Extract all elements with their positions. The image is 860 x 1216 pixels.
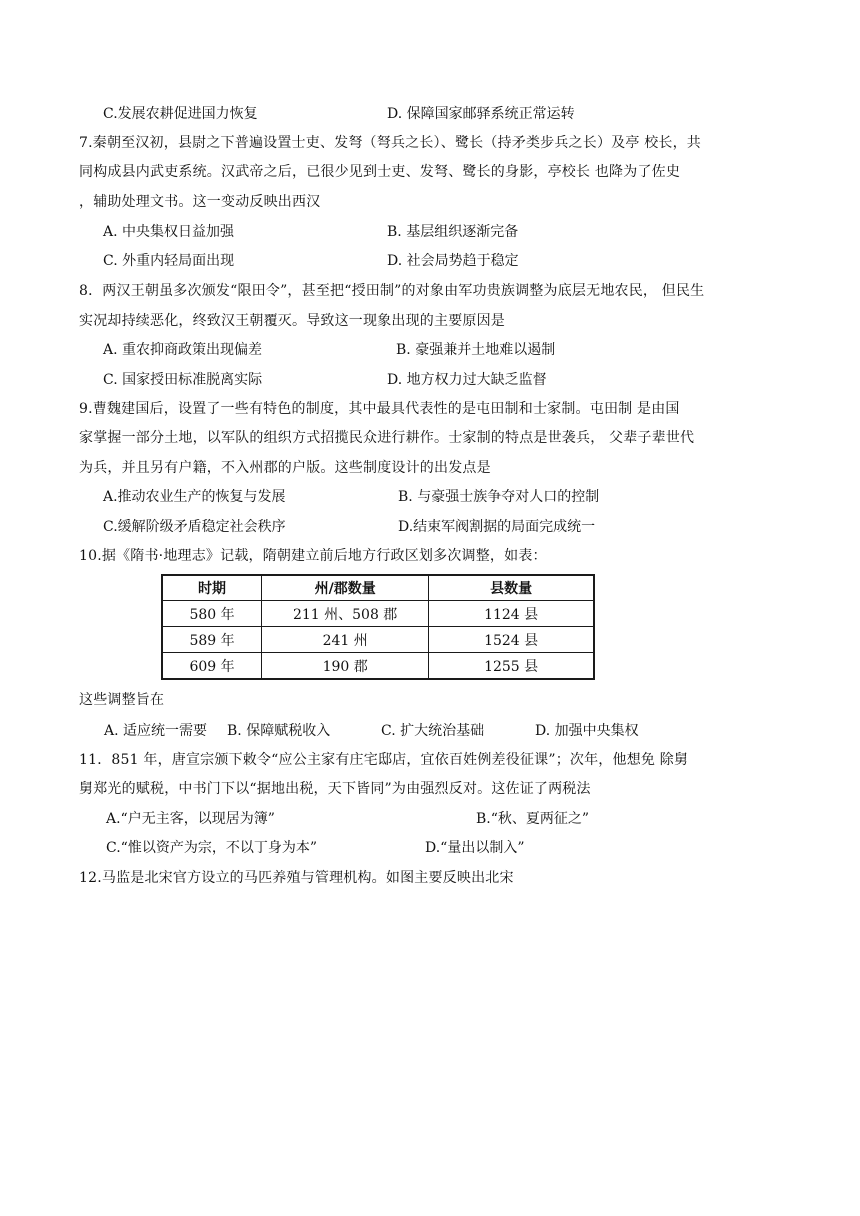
table-header-cell: 时期 [162, 575, 262, 601]
table-cell: 589 年 [162, 627, 262, 653]
admin-division-table [161, 574, 595, 680]
q8-option-b: B. 豪强兼并土地难以遏制 [396, 342, 556, 358]
q6-option-c: C.发展农耕促进国力恢复 [103, 106, 258, 122]
q9-stem-line-1: 9.曹魏建国后，设置了一些有特色的制度，其中最具代表性的是屯田制和士家制。屯田制 是由国 [79, 401, 680, 417]
q11-option-c: C.“惟以资产为宗，不以丁身为本” [106, 840, 317, 856]
table-header-cell: 州/郡数量 [262, 575, 429, 601]
table-cell: 1255 县 [429, 653, 594, 680]
q9-option-c: C.缓解阶级矛盾稳定社会秩序 [103, 519, 286, 535]
q10-stem-line-1: 10.据《隋书·地理志》记载，隋朝建立前后地方行政区划多次调整，如表： [79, 548, 547, 564]
table-cell: 1524 县 [429, 627, 594, 653]
q8-option-a: A. 重农抑商政策出现偏差 [103, 342, 263, 358]
q10-option-b: B. 保障赋税收入 [227, 723, 331, 739]
table-cell: 1124 县 [429, 601, 594, 627]
table-cell: 190 郡 [262, 653, 429, 680]
q7-option-d: D. 社会局势趋于稳定 [387, 253, 519, 269]
q8-stem-line-1: 8．两汉王朝虽多次颁发“限田令”，甚至把“授田制”的对象由军功贵族调整为底层无地农民， 但民生 [79, 283, 705, 299]
table-row [162, 627, 594, 653]
q7-stem-line-1: 7.秦朝至汉初，县尉之下普遍设置士吏、发弩（弩兵之长）、鹭长（持矛类步兵之长）及亭 校长，共 [79, 135, 702, 151]
table-cell: 211 州、508 郡 [262, 601, 429, 627]
q7-option-a: A. 中央集权日益加强 [103, 224, 235, 240]
q8-stem-line-2: 实况却持续恶化，终致汉王朝覆灭。导致这一现象出现的主要原因是 [79, 313, 505, 329]
q9-stem-line-2: 家掌握一部分土地，以军队的组织方式招揽民众进行耕作。士家制的特点是世袭兵， 父辈子辈世代 [79, 430, 695, 446]
q8-option-d: D. 地方权力过大缺乏监督 [387, 372, 547, 388]
q11-stem-line-1: 11．851 年，唐宣宗颁下敕令“应公主家有庄宅邸店，宜依百姓例差役征课”；次年，他想免 除舅 [79, 752, 689, 768]
q6-option-d: D. 保障国家邮驿系统正常运转 [387, 106, 575, 122]
q9-option-b: B. 与豪强士族争夺对人口的控制 [398, 489, 600, 505]
table-cell: 580 年 [162, 601, 262, 627]
q9-option-d: D.结束军阀割据的局面完成统一 [398, 519, 596, 535]
q8-option-c: C. 国家授田标准脱离实际 [103, 372, 263, 388]
table-row [162, 653, 594, 680]
q10-option-d: D. 加强中央集权 [535, 723, 639, 739]
table-row [162, 601, 594, 627]
table-header-cell: 县数量 [429, 575, 594, 601]
q7-stem-line-2: 同构成县内武吏系统。汉武帝之后，已很少见到士吏、发弩、鹭长的身影，亭校长 也降为了佐史 [79, 164, 681, 180]
q9-option-a: A.推动农业生产的恢复与发展 [103, 489, 286, 505]
table-cell: 241 州 [262, 627, 429, 653]
q11-stem-line-2: 舅郑光的赋税，中书门下以“据地出税，天下皆同”为由强烈反对。这佐证了两税法 [79, 781, 591, 797]
q7-option-c: C. 外重内轻局面出现 [103, 253, 235, 269]
q11-option-d: D.“量出以制入” [425, 840, 525, 856]
q7-stem-line-3: ，辅助处理文书。这一变动反映出西汉 [79, 194, 321, 210]
q10-stem-line-2: 这些调整旨在 [79, 692, 165, 708]
q7-option-b: B. 基层组织逐渐完备 [387, 224, 519, 240]
table-cell: 609 年 [162, 653, 262, 680]
q10-option-c: C. 扩大统治基础 [381, 723, 485, 739]
q11-option-a: A.“户无主客，以现居为簿” [106, 811, 275, 827]
q12-stem-line-1: 12.马监是北宋官方设立的马匹养殖与管理机构。如图主要反映出北宋 [79, 870, 514, 886]
q10-option-a: A. 适应统一需要 [104, 723, 208, 739]
table-header-row [162, 575, 594, 601]
q11-option-b: B.“秋、夏两征之” [476, 811, 590, 827]
q9-stem-line-3: 为兵，并且另有户籍，不入州郡的户版。这些制度设计的出发点是 [79, 460, 491, 476]
